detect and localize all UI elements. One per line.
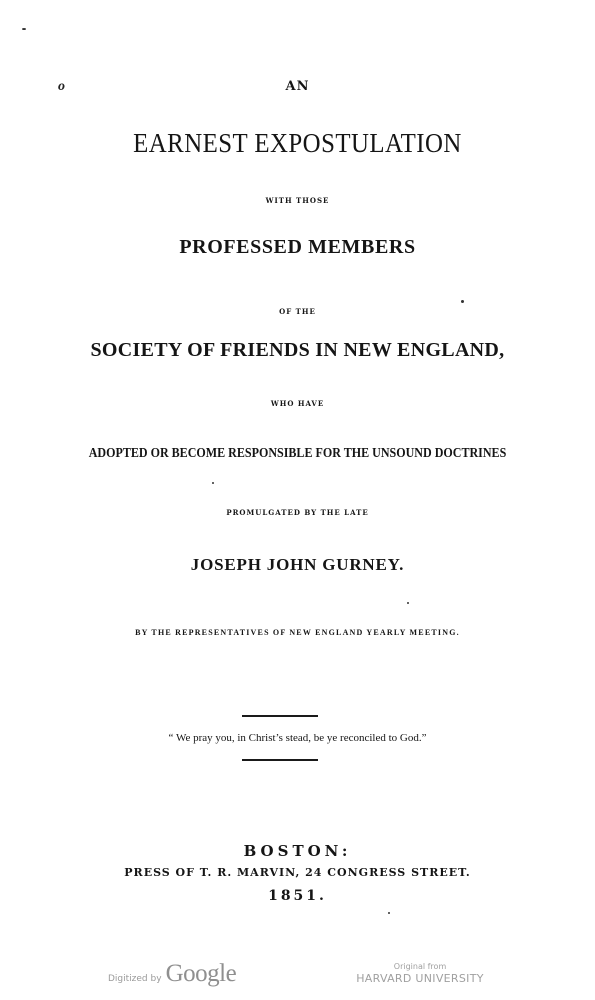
connector-of-the: OF THE — [279, 307, 316, 316]
author-name: JOSEPH JOHN GURNEY. — [190, 555, 405, 574]
institution-name: HARVARD UNIVERSITY — [356, 972, 484, 985]
imprint-year: 1851. — [268, 888, 327, 904]
speck — [212, 482, 214, 484]
title-line-4: ADOPTED OR BECOME RESPONSIBLE FOR THE UNSOUND DOCTRINES — [88, 446, 507, 461]
digitized-by-google — [108, 960, 236, 988]
title-article: AN — [285, 79, 310, 94]
byline: BY THE REPRESENTATIVES OF NEW ENGLAND YEARLY MEETING. — [135, 628, 460, 637]
imprint-city: BOSTON: — [243, 842, 352, 860]
marginal-mark: o — [58, 79, 65, 94]
connector-with-those: WITH THOSE — [265, 196, 330, 205]
title-line-3: SOCIETY OF FRIENDS IN NEW ENGLAND, — [90, 339, 505, 361]
connector-promulgated: PROMULGATED BY THE LATE — [226, 508, 369, 517]
speck — [407, 602, 409, 604]
rule-top — [242, 715, 318, 717]
google-logo: Google — [165, 960, 237, 987]
imprint-press: PRESS OF T. R. MARVIN, 24 CONGRESS STREET. — [124, 866, 471, 879]
title-line-2: PROFESSED MEMBERS — [179, 236, 416, 258]
epigraph: “ We pray you, in Christ’s stead, be ye reconciled to God.” — [168, 732, 427, 744]
speck — [388, 912, 390, 914]
digitized-by-label: Digitized by — [108, 974, 162, 984]
rule-bottom — [242, 759, 318, 761]
original-from-label: Original from — [393, 962, 447, 971]
speck — [22, 28, 26, 30]
original-from — [340, 962, 500, 985]
title-line-1: EARNEST EXPOSTULATION — [133, 128, 462, 158]
connector-who-have: WHO HAVE — [270, 399, 325, 408]
speck — [461, 300, 464, 303]
